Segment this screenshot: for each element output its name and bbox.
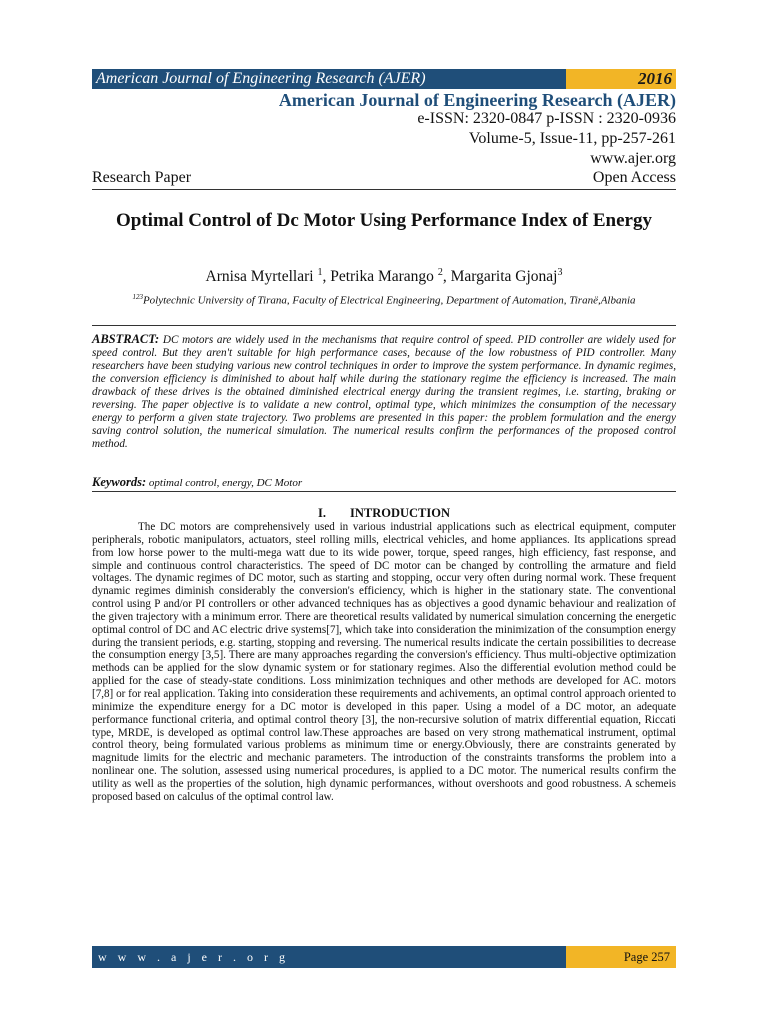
author-sup: 1 <box>317 267 323 278</box>
banner-year: 2016 <box>566 69 676 89</box>
abstract-top-rule <box>92 325 676 326</box>
author-sup: 2 <box>437 267 443 278</box>
paper-type: Research Paper <box>92 169 192 186</box>
journal-title: American Journal of Engineering Research (AJER) <box>278 90 676 110</box>
abstract-label: ABSTRACT: <box>92 332 160 346</box>
affiliation-sup: 123 <box>132 293 143 301</box>
introduction-paragraph: The DC motors are comprehensively used in various industrial applications such as electrical equipment, computer peripherals, robotic manipulators, actuators, steel rolling mills, electrical vehicles, and home appliances. Its applications spread from low horse power to the multi-mega watt due to its wide power, torque, speed ranges, high efficiency, fast response, and simple and continuous control characteristics. The speed of DC motor can be changed by controlling the armature and field voltages. The dynamic regimes of DC motor, such as starting and stopping, occur very often during normal work. These frequent dynamic regimes diminish considerably the conversion's efficiency, which is higher in the stationary state. The conventional control using P and/or PI controllers or other advanced techniques has as objectives a good dynamic behaviour and realization of the given trajectory with a minimum error. There are theoretical results validated by numerical simulation concerning the energetic optimal control of DC and AC electric drive systems[7], which take into consideration the minimization of the consumption energy during the transient periods, e.g. starting, stopping and reversing. The numerical results indicate the certain possibilities to decrease the consumption energy [3,5]. There are many approaches regarding the conversion's efficiency. Thus multi-objective optimization methods can be applied for the slow dynamic system or for stationary regimes. Also the differential evolution method could be applied for the case of steady-state conditions. Loss minimization techniques and other methods are developed for AC. motors [7,8] or for real application. Taking into consideration these requirements and achivements, an optimal control approach oriented to minimize the expenditure energy for a DC motor is developed in this paper. Using a model of a DC motor, an adequate performance functional criteria, and optimal control theory [3], the non-recursive solution of matrix differential equation, Riccati type, MRDE, is developed as optimal control law.These approaches are based on very strong mathematical instrument, optimal control theory, being formulated various problems as minimum time or energy.Obviously, there are constraints generated by magnitude limits for the electric and mechanic parameters. The introduction of the constraints transforms the problem into a nonlinear one. The solution, assessed using numerical procedures, is applied to a DC motor. The numerical results confirm the utility as well as the properties of the solution, high dynamic performances, without overshoots and good robustness. A schemeis proposed based on calculus of the optimal control law. <box>92 521 676 803</box>
banner-journal-name: American Journal of Engineering Research (AJER) <box>92 69 566 89</box>
header-banner <box>92 69 676 89</box>
abstract-text: DC motors are widely used in the mechanisms that require control of speed. PID controller are widely used for speed control. But they aren't suitable for high performance cases, because of the low robustness of PID controller. Many researchers have been studying various new control techniques in order to improve the system performance. In dynamic regimes, the conversion efficiency is diminished to about half while during the stationary regime the efficiency is increased. The main drawback of these drives is the obtained diminished electrical energy during the transient regimes, i.e. starting, braking or reversing. The paper objective is to validate a new control, optimal type, which minimizes the consumption of the necessary energy to perform a given state trajectory. Two problems are presented in this paper: the problem formulation and the energy saving control solution, the numerical simulation. The numerical results confirm the performances of the proposed control method. <box>92 334 676 450</box>
access-type: Open Access <box>592 169 676 186</box>
author-name: , Margarita Gjonaj <box>442 268 558 286</box>
section-number: I. <box>317 506 326 520</box>
section-title: INTRODUCTION <box>349 506 450 520</box>
volume-line: Volume-5, Issue-11, pp-257-261 <box>468 130 676 147</box>
issn-line: e-ISSN: 2320-0847 p-ISSN : 2320-0936 <box>417 110 676 127</box>
affiliation <box>92 291 676 308</box>
paper-type-row <box>92 167 676 190</box>
keywords <box>92 475 676 490</box>
page-footer <box>92 946 676 968</box>
footer-url[interactable]: w w w . a j e r . o r g <box>92 946 566 968</box>
affiliation-text: Polytechnic University of Tirana, Faculty of Electrical Engineering, Department of Automation, Tiranë,Albania <box>142 294 636 307</box>
page-number: Page 257 <box>566 946 676 968</box>
journal-url[interactable]: www.ajer.org <box>590 150 676 167</box>
abstract <box>92 333 676 451</box>
keywords-text: optimal control, energy, DC Motor <box>146 477 303 489</box>
keywords-label: Keywords: <box>92 475 147 489</box>
author-name: Arnisa Myrtellari <box>205 268 318 286</box>
author-name: , Petrika Marango <box>322 268 438 286</box>
abstract-bottom-rule <box>92 491 676 492</box>
paper-title: Optimal Control of Dc Motor Using Performance Index of Energy <box>116 210 652 231</box>
author-list <box>92 267 676 286</box>
section-heading <box>92 506 676 521</box>
author-sup: 3 <box>557 267 563 278</box>
